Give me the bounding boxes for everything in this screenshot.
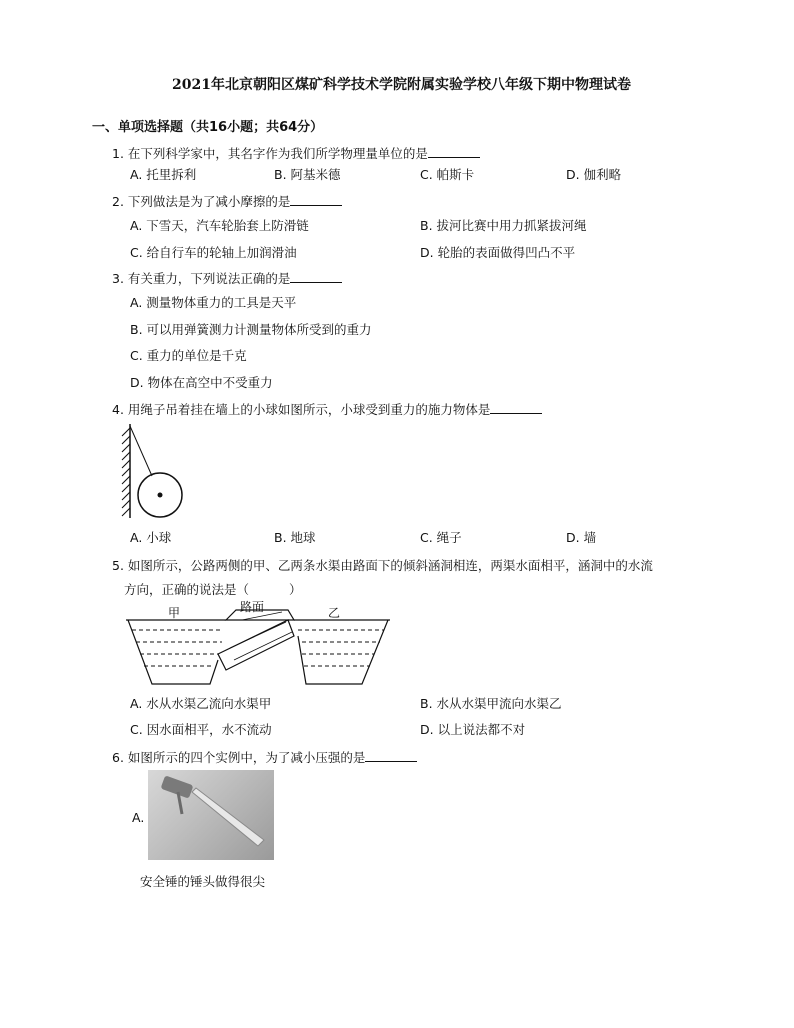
wall-ball-figure <box>118 422 190 522</box>
q1-option-a: A. 托里拆利 <box>130 167 197 182</box>
q5-option-c: C. 因水面相平，水不流动 <box>130 722 272 737</box>
canal-label-right: 乙 <box>328 606 341 620</box>
q3-option-a: A. 测量物体重力的工具是天平 <box>130 295 297 310</box>
answer-blank <box>290 270 342 283</box>
question-5-stem-line1: 5. 如图所示，公路两侧的甲、乙两条水渠由路面下的倾斜涵洞相连，两渠水面相平，涵洞中的水流 <box>112 558 653 573</box>
road-label: 路面 <box>240 600 265 614</box>
canal-label-left: 甲 <box>168 606 181 620</box>
answer-blank <box>428 145 480 158</box>
question-1-stem <box>112 144 480 162</box>
page-title: 2021年北京朝阳区煤矿科学技术学院附属实验学校八年级下期中物理试卷 <box>172 77 631 93</box>
safety-hammer-photo <box>148 770 274 860</box>
q2-option-c: C. 给自行车的轮轴上加润滑油 <box>130 245 297 260</box>
question-3-text: 3. 有关重力，下列说法正确的是 <box>112 271 291 286</box>
question-1-text: 1. 在下列科学家中，其名字作为我们所学物理量单位的是 <box>112 146 428 161</box>
q1-option-d: D. 伽利略 <box>566 167 622 182</box>
q5-option-d: D. 以上说法都不对 <box>420 722 526 737</box>
answer-blank <box>365 749 417 762</box>
answer-blank <box>490 401 542 414</box>
q5-option-a: A. 水从水渠乙流向水渠甲 <box>130 696 272 711</box>
q3-option-d: D. 物体在高空中不受重力 <box>130 375 273 390</box>
question-4-text: 4. 用绳子吊着挂在墙上的小球如图所示，小球受到重力的施力物体是 <box>112 402 491 417</box>
answer-blank <box>290 193 342 206</box>
section-heading: 一、单项选择题（共16小题；共64分） <box>92 120 324 135</box>
q4-option-b: B. 地球 <box>274 530 316 545</box>
q4-option-d: D. 墙 <box>566 530 597 545</box>
q6-option-a-label: A. <box>132 810 145 825</box>
q4-option-a: A. 小球 <box>130 530 172 545</box>
q1-option-c: C. 帕斯卡 <box>420 167 475 182</box>
q2-option-a: A. 下雪天，汽车轮胎套上防滑链 <box>130 218 309 233</box>
question-3-stem <box>112 269 342 287</box>
question-5-suffix: ） <box>289 582 302 597</box>
q1-option-b: B. 阿基米德 <box>274 167 341 182</box>
question-4-stem <box>112 400 542 418</box>
question-5-prefix: 方向，正确的说法是（ <box>124 582 250 597</box>
q4-option-c: C. 绳子 <box>420 530 462 545</box>
q2-option-b: B. 拔河比赛中用力抓紧拔河绳 <box>420 218 587 233</box>
question-5-stem-line2 <box>124 580 302 598</box>
question-6-text: 6. 如图所示的四个实例中，为了减小压强的是 <box>112 750 366 765</box>
question-2-stem <box>112 192 342 210</box>
q2-option-d: D. 轮胎的表面做得凹凸不平 <box>420 245 576 260</box>
question-2-text: 2. 下列做法是为了减小摩擦的是 <box>112 194 291 209</box>
q3-option-b: B. 可以用弹簧测力计测量物体所受到的重力 <box>130 322 372 337</box>
question-6-stem <box>112 748 417 766</box>
q3-option-c: C. 重力的单位是千克 <box>130 348 247 363</box>
q6-option-a-caption: 安全锤的锤头做得很尖 <box>140 874 266 889</box>
hammer-icon <box>148 770 274 860</box>
q5-option-b: B. 水从水渠甲流向水渠乙 <box>420 696 562 711</box>
